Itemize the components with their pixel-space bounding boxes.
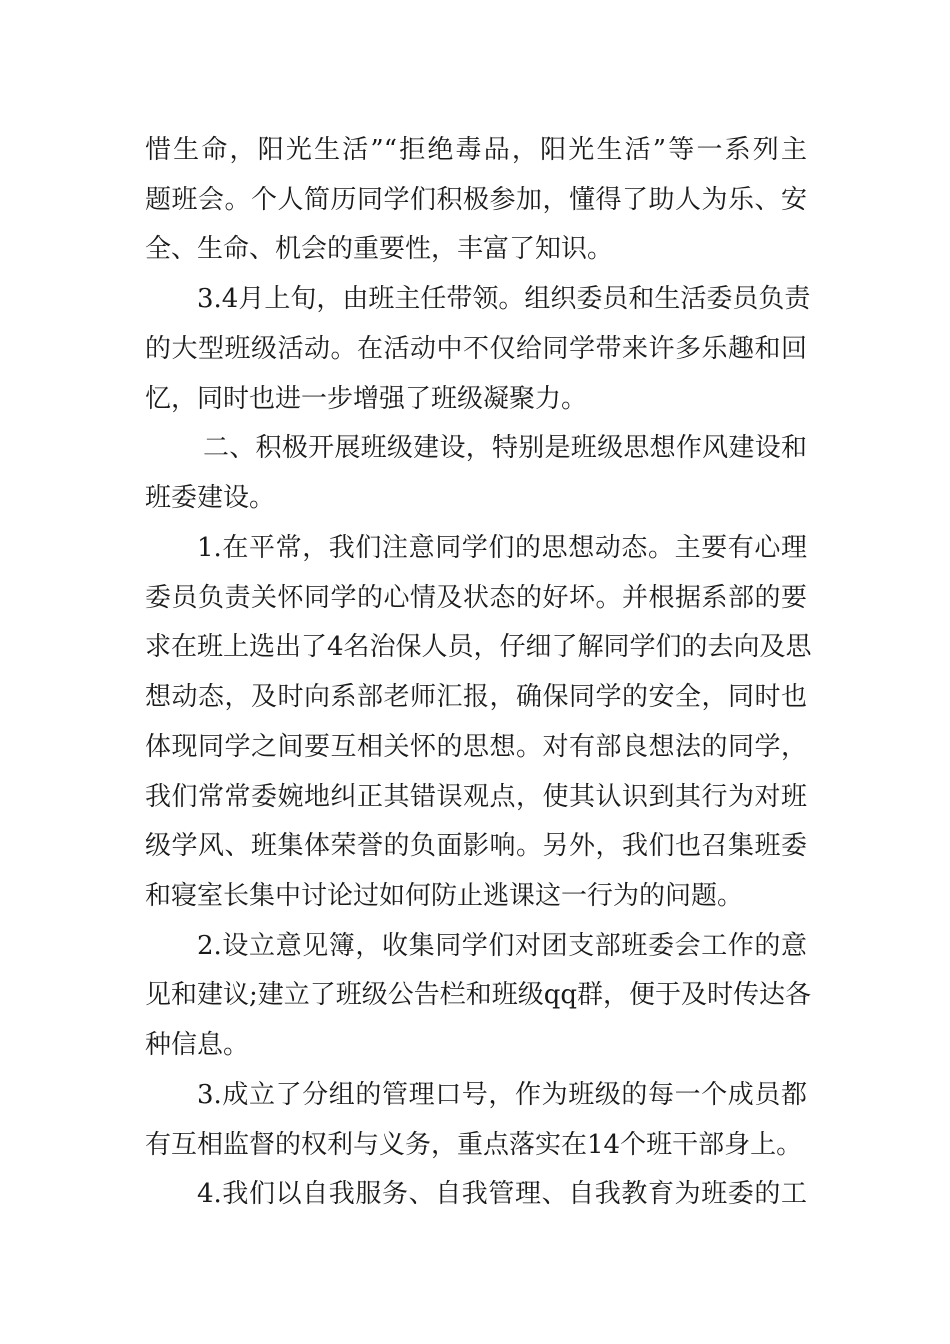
text-line: 体现同学之间要互相关怀的思想。对有部良想法的同学，: [145, 732, 807, 762]
text-line: 委员负责关怀同学的心情及状态的好坏。并根据系部的要: [145, 583, 807, 613]
text-line: 级学风、班集体荣誉的负面影响。另外，我们也召集班委: [145, 831, 807, 861]
section-heading: 二、积极开展班级建设，特别是班级思想作风建设和: [203, 433, 807, 463]
text-line: 3.4月上旬，由班主任带领。组织委员和生活委员负责: [197, 284, 811, 314]
text-line: 4.我们以自我服务、自我管理、自我教育为班委的工: [197, 1179, 807, 1209]
text-line: 我们常常委婉地纠正其错误观点，使其认识到其行为对班: [145, 782, 807, 812]
text-line: 1.在平常，我们注意同学们的思想动态。主要有心理: [197, 533, 807, 563]
text-line: 的大型班级活动。在活动中不仅给同学带来许多乐趣和回: [145, 334, 807, 364]
text-line: 见和建议;建立了班级公告栏和班级qq群，便于及时传达各: [145, 980, 812, 1010]
text-line: 忆，同时也进一步增强了班级凝聚力。: [145, 384, 588, 414]
text-line: 有互相监督的权利与义务，重点落实在14个班干部身上。: [145, 1130, 803, 1160]
text-line: 2.设立意见簿，收集同学们对团支部班委会工作的意: [197, 931, 807, 961]
text-line: 3.成立了分组的管理口号，作为班级的每一个成员都: [197, 1080, 807, 1110]
text-line: 求在班上选出了4名治保人员，仔细了解同学们的去向及思: [145, 632, 812, 662]
text-line: 种信息。: [145, 1030, 250, 1060]
text-line: 和寝室长集中讨论过如何防止逃课这一行为的问题。: [145, 881, 744, 911]
text-line: 想动态，及时向系部老师汇报，确保同学的安全，同时也: [145, 682, 807, 712]
text-line: 惜生命，阳光生活”“拒绝毒品，阳光生活”等一系列主: [145, 135, 807, 165]
text-line: 全、生命、机会的重要性，丰富了知识。: [145, 234, 614, 264]
text-line: 题班会。个人简历同学们积极参加，懂得了助人为乐、安: [145, 185, 807, 215]
text-line: 班委建设。: [145, 483, 276, 513]
